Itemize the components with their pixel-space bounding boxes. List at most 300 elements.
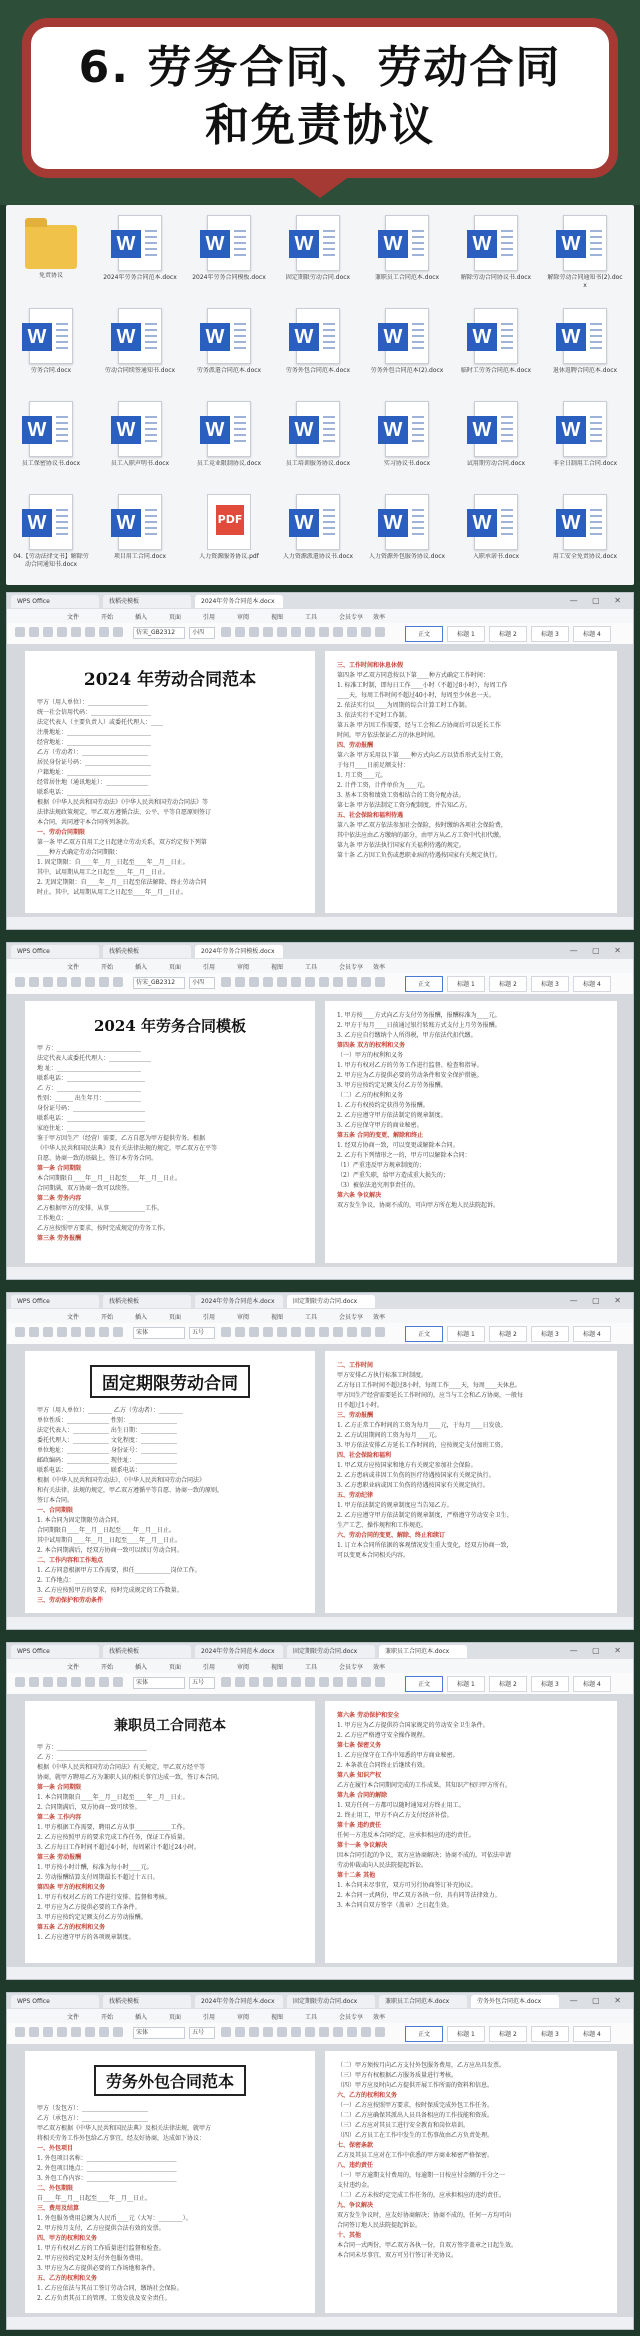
toolbar-button[interactable] [15,1677,25,1687]
menu-item[interactable]: 页面 [169,2014,182,2021]
document-window [6,942,634,1280]
toolbar-button[interactable] [85,627,95,637]
style-preset[interactable]: 标题 4 [573,976,611,992]
file-item[interactable] [366,211,448,301]
paragraph: 其中依法应由乙方缴纳的部分，由甲方从乙方工资中代扣代缴。 [337,832,506,839]
font-size-select[interactable]: 五号 [189,1677,215,1689]
toolbar-button[interactable] [113,1677,123,1687]
paragraph: 2. 乙方试用期间的工资为每月____元。 [337,1432,441,1439]
toolbar-button[interactable] [71,1327,81,1337]
menu-item[interactable]: 效率 [373,2014,386,2021]
format-button[interactable] [235,627,245,637]
format-button[interactable] [361,627,371,637]
format-button[interactable] [347,1327,357,1337]
document-tab[interactable]: 找稻壳模板 [103,1995,191,2008]
word-document-icon: W [296,215,340,271]
paragraph: 性别：______ 出生年月：____________ [37,1095,141,1102]
menu-item[interactable]: 开始 [101,1664,114,1671]
format-button[interactable] [305,1677,315,1687]
document-tab[interactable]: 固定期限劳动合同.docx [287,1995,375,2008]
format-button[interactable] [319,627,329,637]
menu-item[interactable]: 引用 [203,1664,216,1671]
menu-item[interactable]: 开始 [101,614,114,621]
menu-item[interactable]: 视图 [271,1664,284,1671]
menu-item[interactable]: 插入 [135,964,148,971]
paragraph: 第三条 劳务报酬 [37,1235,82,1242]
status-bar [7,917,633,929]
format-button[interactable] [291,1327,301,1337]
menu-item[interactable]: 审阅 [237,2014,250,2021]
toolbar-button[interactable] [57,1327,67,1337]
style-preset[interactable]: 正文 [405,2026,443,2042]
format-button[interactable] [305,977,315,987]
format-button[interactable] [375,1327,385,1337]
menu-item[interactable]: 引用 [203,614,216,621]
paragraph: 1. 乙方应遵守甲方的各项规章制度。 [37,1934,135,1941]
file-item[interactable] [99,490,181,580]
document-tab[interactable]: 找稻壳模板 [103,945,191,958]
format-button[interactable] [375,977,385,987]
document-tab[interactable]: WPS Office [11,1295,99,1308]
font-name-select[interactable]: 宋体 [133,2027,185,2039]
paragraph: 第十条 违约责任 [337,1822,382,1829]
format-button[interactable] [319,1677,329,1687]
menu-item[interactable]: 视图 [271,1314,284,1321]
file-item[interactable] [544,490,626,580]
file-name: 劳务合同.docx [30,367,72,374]
document-tab[interactable]: WPS Office [11,1645,99,1658]
word-document-icon: W [118,215,162,271]
menu-item[interactable]: 效率 [373,614,386,621]
menu-item[interactable]: 效率 [373,1314,386,1321]
document-tab[interactable]: 固定期限劳动合同.docx [287,1295,375,1308]
format-button[interactable] [305,627,315,637]
paragraph: 3. 甲方应按约定足额支付乙方劳动报酬。 [37,1914,147,1921]
menu-item[interactable]: 页面 [169,1314,182,1321]
toolbar-button[interactable] [99,977,109,987]
menu-item[interactable]: 会员专享 [339,614,364,621]
window-controls[interactable]: — ▢ ✕ [569,1996,627,2005]
file-item[interactable] [277,397,359,487]
paragraph: （3）被依法追究刑事责任的。 [337,1182,419,1189]
document-tab[interactable]: 2024年劳务合同范本.docx [195,1645,283,1658]
style-preset[interactable]: 标题 1 [447,2026,485,2042]
document-tab[interactable]: 找稻壳模板 [103,1645,191,1658]
format-button[interactable] [319,977,329,987]
format-button[interactable] [333,627,343,637]
font-name-select[interactable]: 仿宋_GB2312 [133,977,185,989]
font-size-select[interactable]: 小四 [189,977,215,989]
paragraph: 3. 甲方应为乙方提供必要的工作场地和条件。 [37,2265,159,2272]
file-item[interactable] [277,211,359,301]
paragraph: 合同签订地人民法院提起诉讼。 [337,2222,422,2229]
ribbon-toolbar [7,1673,633,1695]
menu-item[interactable]: 视图 [271,964,284,971]
paragraph: 一、外包项目 [37,2145,74,2152]
word-document-icon: W [563,215,607,271]
toolbar-button[interactable] [85,2027,95,2037]
format-button[interactable] [291,2027,301,2037]
format-button[interactable] [235,977,245,987]
menu-item[interactable]: 工具 [305,2014,318,2021]
document-window [6,1292,634,1630]
style-preset[interactable]: 正文 [405,976,443,992]
document-tab[interactable]: 2024年劳务合同范本.docx [195,1995,283,2008]
format-button[interactable] [221,627,231,637]
style-preset[interactable]: 标题 1 [447,1676,485,1692]
paragraph: 时止。其中，试用期从用工之日起至____年__月__日止。 [37,889,188,896]
format-button[interactable] [347,977,357,987]
menu-item[interactable]: 会员专享 [339,2014,364,2021]
file-item[interactable] [188,490,270,580]
format-button[interactable] [333,1677,343,1687]
document-tab[interactable]: 2024年劳务合同模板.docx [195,945,283,958]
font-size-select[interactable]: 五号 [189,2027,215,2039]
toolbar-button[interactable] [85,1327,95,1337]
window-controls[interactable]: — ▢ ✕ [569,1646,627,1655]
menu-item[interactable]: 效率 [373,964,386,971]
menu-item[interactable]: 会员专享 [339,1664,364,1671]
paragraph: 联系电话：__________________________ [37,1115,146,1122]
format-button[interactable] [375,2027,385,2037]
paragraph: 联系电话：__________________________ [37,1075,146,1082]
style-preset[interactable]: 标题 3 [531,976,569,992]
menu-item[interactable]: 页面 [169,1664,182,1671]
paragraph: （一）甲方的权利和义务 [337,1052,404,1059]
menu-item[interactable]: 审阅 [237,964,250,971]
paragraph: 甲 方：____________________________ [37,1045,141,1052]
format-button[interactable] [235,2027,245,2037]
toolbar-button[interactable] [71,2027,81,2037]
document-tab[interactable]: WPS Office [11,1995,99,2008]
menu-item[interactable]: 插入 [135,2014,148,2021]
style-preset[interactable]: 标题 2 [489,976,527,992]
menu-item[interactable]: 插入 [135,1314,148,1321]
paragraph: 1. 甲方依法制定的规章制度应当告知乙方。 [337,1502,453,1509]
menu-item[interactable]: 审阅 [237,1314,250,1321]
document-canvas [7,2045,633,2317]
toolbar-button[interactable] [99,1677,109,1687]
paragraph: 甲乙双方根据《中华人民共和国民法典》及相关法律法规，就甲方 [37,2125,212,2132]
document-tab[interactable]: 2024年劳务合同范本.docx [195,1295,283,1308]
file-item[interactable] [366,490,448,580]
style-preset[interactable]: 标题 2 [489,1326,527,1342]
style-preset[interactable]: 正文 [405,1326,443,1342]
paragraph: 甲方（用人单位）：____________________ [37,699,149,706]
menu-item[interactable]: 引用 [203,2014,216,2021]
toolbar-button[interactable] [29,1677,39,1687]
font-size-select[interactable]: 五号 [189,1327,215,1339]
file-item[interactable] [544,211,626,301]
paragraph: 乙方及其员工应对在工作中获悉的甲方商业秘密严格保密。 [337,2152,494,2159]
format-button[interactable] [263,2027,273,2037]
toolbar-button[interactable] [43,1677,53,1687]
toolbar-button[interactable] [71,977,81,987]
format-button[interactable] [235,1677,245,1687]
menu-item[interactable]: 视图 [271,2014,284,2021]
file-item[interactable] [277,490,359,580]
menu-item[interactable]: 工具 [305,1314,318,1321]
style-preset[interactable]: 标题 1 [447,976,485,992]
paragraph: 第十二条 其他 [337,1872,376,1879]
menu-item[interactable]: 引用 [203,964,216,971]
file-item[interactable] [99,397,181,487]
font-name-select[interactable]: 宋体 [133,1677,185,1689]
menu-item[interactable]: 开始 [101,964,114,971]
toolbar-button[interactable] [113,1327,123,1337]
file-item[interactable] [10,490,92,580]
toolbar-button[interactable] [71,1677,81,1687]
file-name: 员工培训服务协议.docx [285,460,351,467]
format-button[interactable] [375,627,385,637]
format-button[interactable] [277,1677,287,1687]
menu-item[interactable]: 视图 [271,614,284,621]
menu-item[interactable]: 文件 [67,1314,80,1321]
format-button[interactable] [221,977,231,987]
paragraph: 甲 方：______________________________ [37,1744,147,1751]
toolbar-button[interactable] [15,977,25,987]
paragraph: 1. 乙方同意根据甲方工作需要，担任____________岗位工作。 [37,1567,201,1574]
file-item[interactable] [99,211,181,301]
style-preset[interactable]: 标题 4 [573,1326,611,1342]
toolbar-button[interactable] [29,2027,39,2037]
paragraph: 双方发生争议时，应友好协商解决；协商不成的，任何一方均可向 [337,2212,512,2219]
menu-item[interactable]: 开始 [101,2014,114,2021]
font-size-select[interactable]: 小四 [189,627,215,639]
paragraph: 八、违约责任 [337,2162,374,2169]
menu-item[interactable]: 工具 [305,964,318,971]
file-item[interactable] [455,304,537,394]
paragraph: 第三条 劳动报酬 [37,1854,82,1861]
paragraph: 1. 本合同为固定期限劳动合同。 [37,1517,123,1524]
style-preset[interactable]: 标题 3 [531,1326,569,1342]
toolbar-button[interactable] [113,2027,123,2037]
menu-item[interactable]: 文件 [67,964,80,971]
style-preset[interactable]: 标题 2 [489,1676,527,1692]
toolbar-button[interactable] [85,977,95,987]
format-button[interactable] [361,1677,371,1687]
format-button[interactable] [277,1327,287,1337]
document-tab[interactable]: 找稻壳模板 [103,595,191,608]
menu-item[interactable]: 开始 [101,1314,114,1321]
window-controls[interactable]: — ▢ ✕ [569,946,627,955]
paragraph: 3. 外包工作内容：______________________________ [37,2175,177,2182]
paragraph: 1. 外包服务费用总额为人民币____元（大写：________）。 [37,2215,192,2222]
toolbar-button[interactable] [113,627,123,637]
toolbar-button[interactable] [43,627,53,637]
style-preset[interactable]: 标题 1 [447,626,485,642]
format-button[interactable] [333,977,343,987]
format-button[interactable] [305,1327,315,1337]
paragraph: 第六条 劳动保护和安全 [337,1712,400,1719]
style-preset[interactable]: 标题 3 [531,2026,569,2042]
document-tab[interactable]: 2024年劳务合同范本.docx [195,595,283,608]
document-tab[interactable]: 兼职员工合同范本.docx [379,1645,467,1658]
menu-item[interactable]: 审阅 [237,614,250,621]
file-item[interactable] [99,304,181,394]
file-item[interactable] [188,211,270,301]
toolbar-button[interactable] [43,1327,53,1337]
font-name-select[interactable]: 宋体 [133,1327,185,1339]
format-button[interactable] [221,1677,231,1687]
file-item[interactable] [455,490,537,580]
toolbar-button[interactable] [113,977,123,987]
file-item[interactable] [544,397,626,487]
file-item[interactable] [10,397,92,487]
menu-item[interactable]: 引用 [203,1314,216,1321]
toolbar-button[interactable] [85,1677,95,1687]
menu-item[interactable]: 插入 [135,1664,148,1671]
menu-item[interactable]: 工具 [305,1664,318,1671]
paragraph: 甲方（发包方）：______________________ [37,2105,149,2112]
format-button[interactable] [347,1677,357,1687]
paragraph: 于每月____日前足额支付： [337,762,410,769]
format-button[interactable] [263,1327,273,1337]
style-preset[interactable]: 标题 2 [489,2026,527,2042]
paragraph: 2. 合同期满后，双方协商一致可续签。 [37,1804,141,1811]
file-item[interactable] [455,211,537,301]
toolbar-button[interactable] [57,1677,67,1687]
paragraph: 2. 乙方患病或非因工负伤的医疗待遇按国家有关规定执行。 [337,1472,495,1479]
toolbar-button[interactable] [29,627,39,637]
font-name-select[interactable]: 仿宋_GB2312 [133,627,185,639]
toolbar-button[interactable] [15,627,25,637]
paragraph: 3. 本合同自双方签字（盖章）之日起生效。 [337,1902,453,1909]
file-name: 解除劳动合同通知书(2).docx [547,274,623,289]
style-preset[interactable]: 标题 4 [573,1676,611,1692]
menu-item[interactable]: 插入 [135,614,148,621]
style-preset[interactable]: 标题 3 [531,626,569,642]
format-button[interactable] [277,977,287,987]
format-button[interactable] [277,627,287,637]
paragraph: 3. 乙方应自行缴纳个人所得税，甲方依法代扣代缴。 [337,1032,477,1039]
file-item[interactable] [544,304,626,394]
format-button[interactable] [361,1327,371,1337]
file-name: 解除劳动合同协议书.docx [460,274,532,281]
file-item[interactable] [366,304,448,394]
menu-item[interactable]: 效率 [373,1664,386,1671]
file-item[interactable] [277,304,359,394]
format-button[interactable] [291,1677,301,1687]
toolbar-button[interactable] [57,627,67,637]
paragraph: 第一条 合同期限 [37,1165,82,1172]
format-button[interactable] [277,2027,287,2037]
menu-item[interactable]: 会员专享 [339,1314,364,1321]
style-preset[interactable]: 正文 [405,1676,443,1692]
paragraph: 联系电话：______________ 联系电话：____________ [37,1467,177,1474]
file-item[interactable] [188,304,270,394]
document-tab[interactable]: WPS Office [11,945,99,958]
document-tab[interactable]: 兼职员工合同范本.docx [379,1995,467,2008]
document-window [6,592,634,930]
toolbar-button[interactable] [29,977,39,987]
format-button[interactable] [333,2027,343,2037]
toolbar-button[interactable] [71,627,81,637]
format-button[interactable] [347,2027,357,2037]
format-button[interactable] [291,627,301,637]
format-button[interactable] [319,2027,329,2037]
document-page-left [25,1701,315,1963]
format-button[interactable] [249,2027,259,2037]
style-preset[interactable]: 标题 4 [573,626,611,642]
document-tab[interactable]: 固定期限劳动合同.docx [287,1645,375,1658]
format-button[interactable] [263,1677,273,1687]
style-preset[interactable]: 标题 3 [531,1676,569,1692]
format-button[interactable] [305,2027,315,2037]
format-button[interactable] [375,1677,385,1687]
title-banner [0,0,640,205]
format-button[interactable] [221,1327,231,1337]
format-button[interactable] [361,977,371,987]
document-tab[interactable]: 找稻壳模板 [103,1295,191,1308]
file-item[interactable] [10,304,92,394]
format-button[interactable] [249,1677,259,1687]
format-button[interactable] [263,977,273,987]
word-document-icon: W [385,308,429,364]
toolbar-button[interactable] [43,977,53,987]
document-tab[interactable]: WPS Office [11,595,99,608]
menu-item[interactable]: 会员专享 [339,964,364,971]
toolbar-button[interactable] [43,2027,53,2037]
style-preset[interactable]: 标题 4 [573,2026,611,2042]
format-button[interactable] [291,977,301,987]
menu-item[interactable]: 审阅 [237,1664,250,1671]
menu-item[interactable]: 文件 [67,2014,80,2021]
toolbar-button[interactable] [57,2027,67,2037]
menu-item[interactable]: 工具 [305,614,318,621]
toolbar-button[interactable] [99,627,109,637]
toolbar-button[interactable] [57,977,67,987]
file-item[interactable] [10,211,92,301]
menu-item[interactable]: 文件 [67,614,80,621]
file-item[interactable] [455,397,537,487]
window-controls[interactable]: — ▢ ✕ [569,1296,627,1305]
format-button[interactable] [249,1327,259,1337]
style-preset[interactable]: 标题 2 [489,626,527,642]
file-item[interactable] [366,397,448,487]
toolbar-button[interactable] [15,1327,25,1337]
document-page-left [25,1001,315,1263]
format-button[interactable] [263,627,273,637]
window-controls[interactable]: — ▢ ✕ [569,596,627,605]
paragraph: 第十一条 争议解决 [337,1842,388,1849]
toolbar-button[interactable] [29,1327,39,1337]
format-button[interactable] [249,627,259,637]
style-preset[interactable]: 标题 1 [447,1326,485,1342]
format-button[interactable] [347,627,357,637]
format-button[interactable] [319,1327,329,1337]
document-tab[interactable]: 劳务外包合同范本.docx [471,1995,559,2008]
menu-item[interactable]: 页面 [169,614,182,621]
document-canvas [7,1345,633,1617]
format-button[interactable] [235,1327,245,1337]
file-item[interactable] [188,397,270,487]
document-page-left [25,2051,315,2313]
format-button[interactable] [361,2027,371,2037]
toolbar-button[interactable] [99,1327,109,1337]
style-preset[interactable]: 正文 [405,626,443,642]
format-button[interactable] [249,977,259,987]
paragraph: 2. 本条款在合同终止后继续有效。 [337,1762,429,1769]
paragraph: 2. 乙方应按照甲方的要求完成工作任务，保证工作质量。 [37,1834,189,1841]
menu-item[interactable]: 页面 [169,964,182,971]
menu-item[interactable]: 文件 [67,1664,80,1671]
format-button[interactable] [221,2027,231,2037]
file-name: 2024年劳务合同模板.docx [192,274,266,281]
toolbar-button[interactable] [15,2027,25,2037]
format-button[interactable] [333,1327,343,1337]
toolbar-button[interactable] [99,2027,109,2037]
